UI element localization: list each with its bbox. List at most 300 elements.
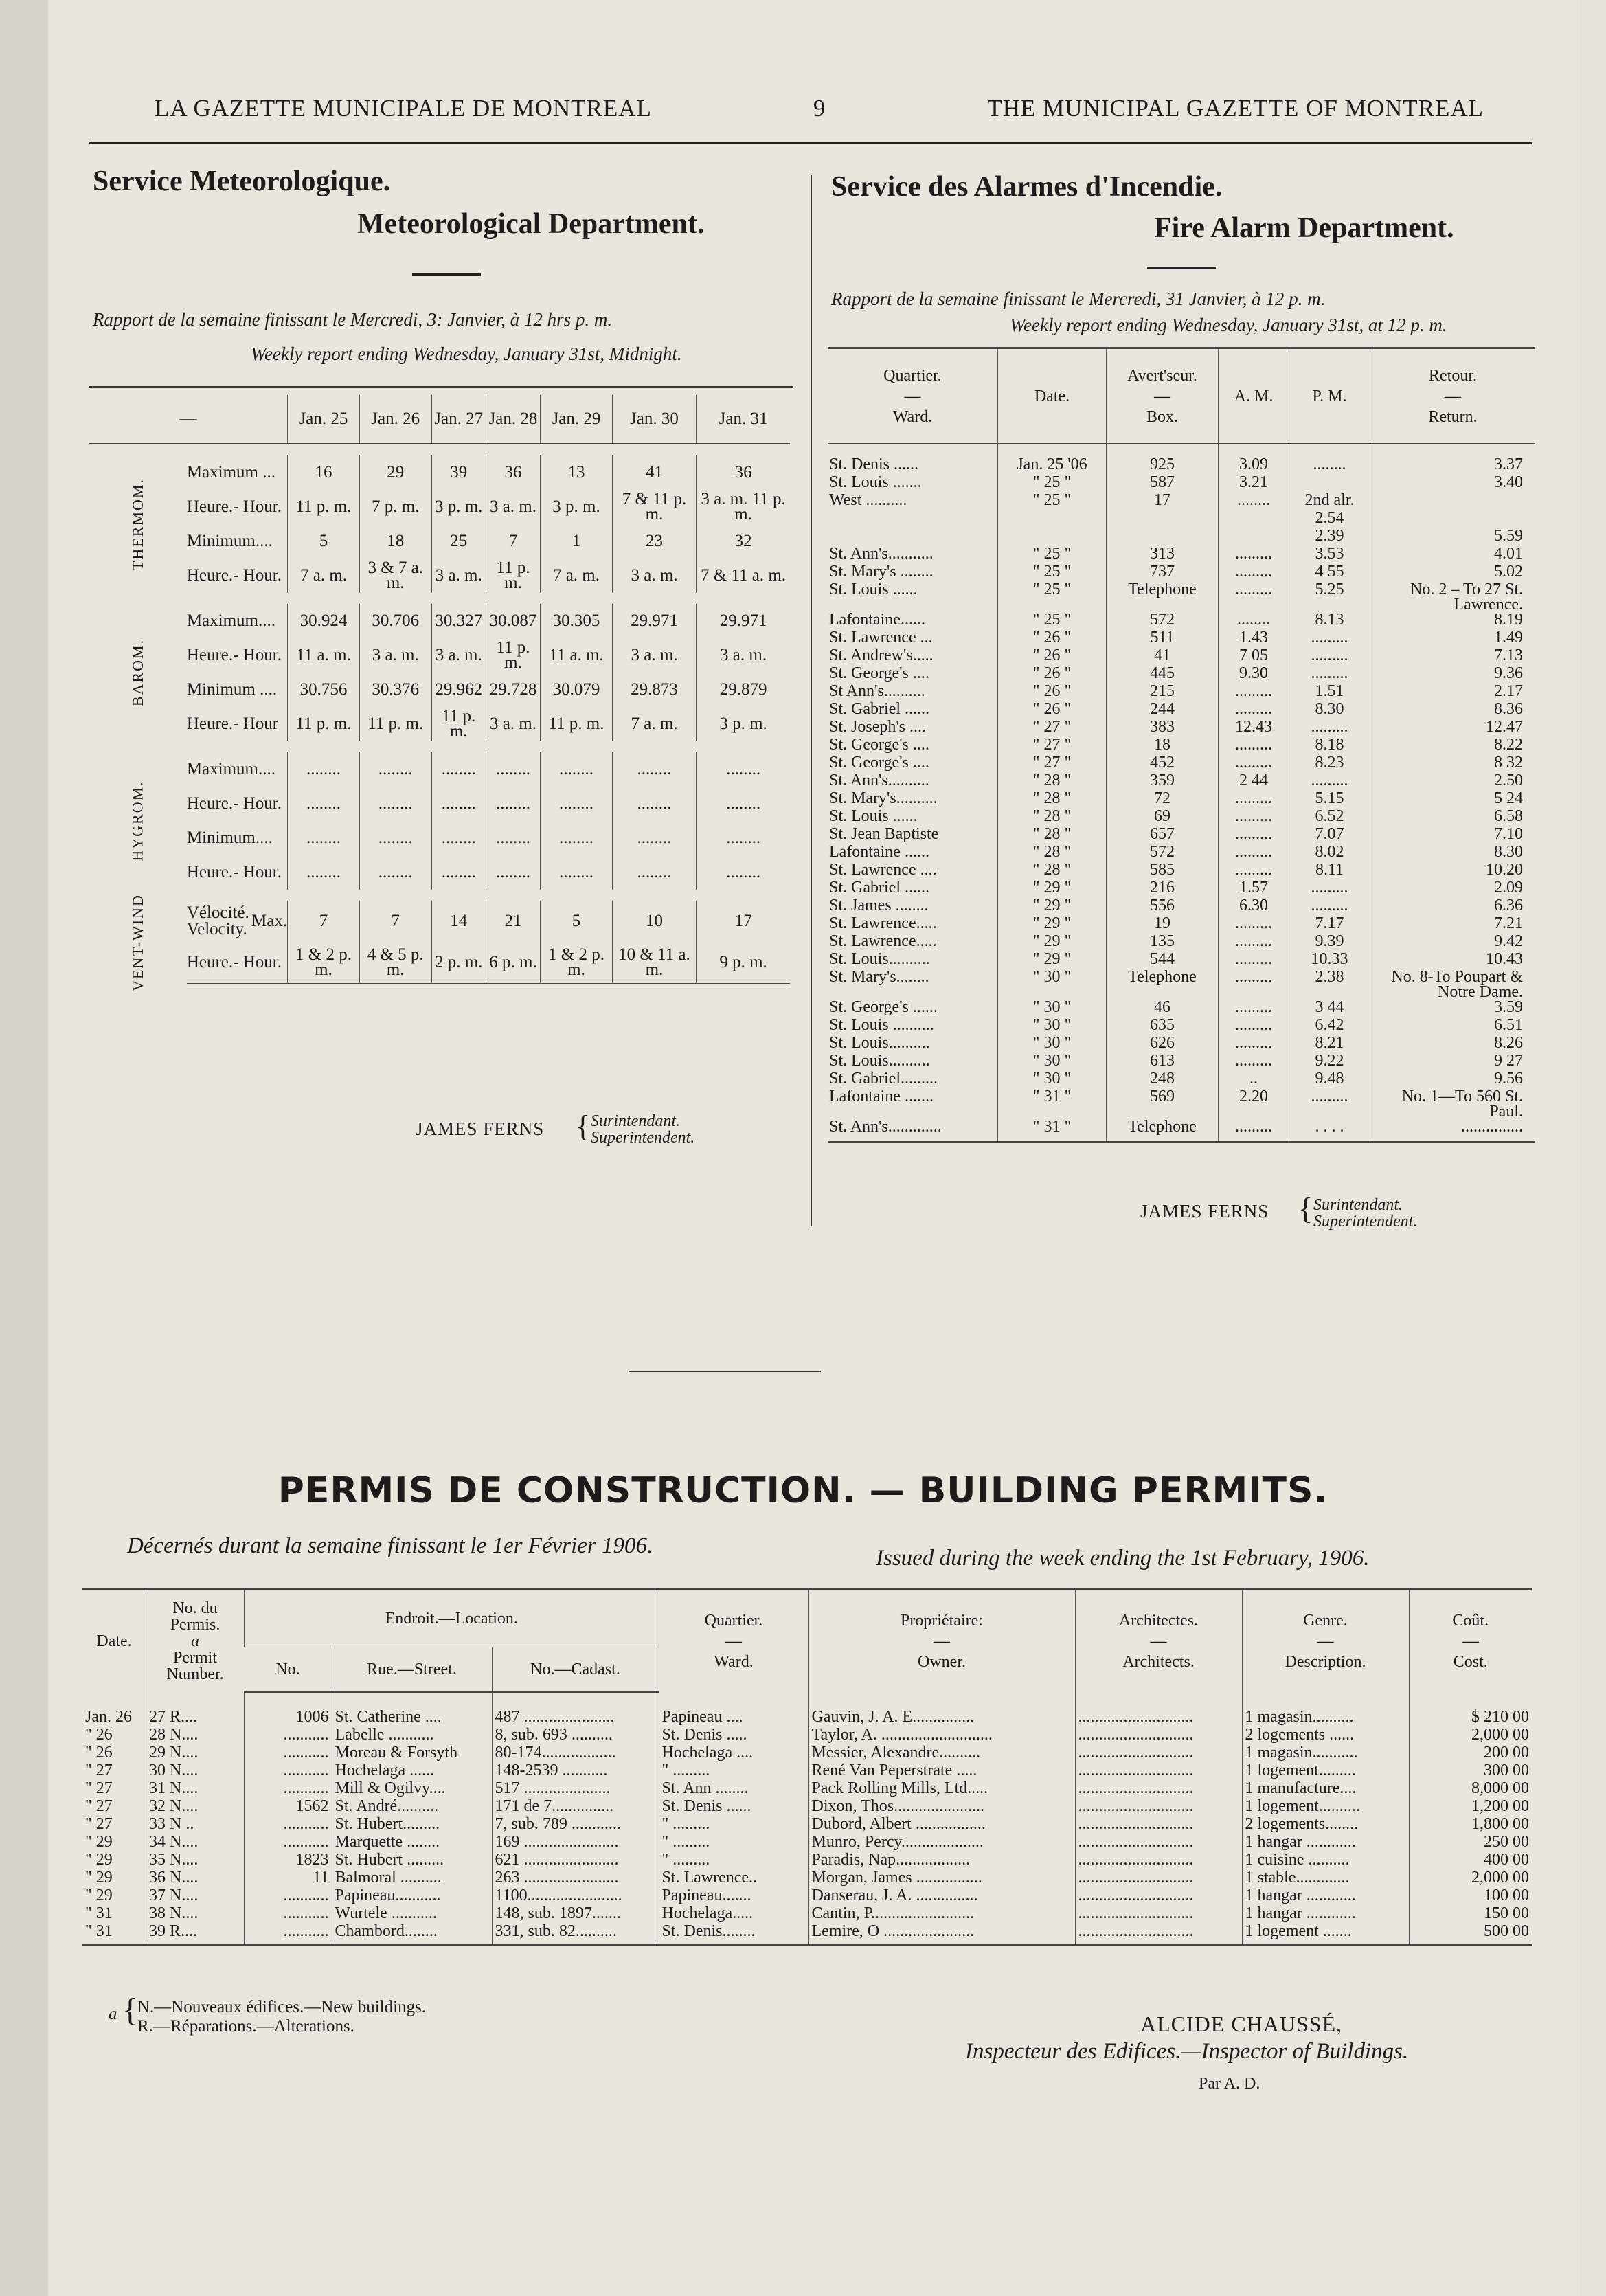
fire-cell-am: ........ (1219, 493, 1289, 510)
fire-cell-pm: 7.17 (1289, 916, 1370, 934)
cell: 7 (359, 901, 431, 942)
permit-cell-cost: 500 00 (1409, 1922, 1532, 1945)
meteo-report-en: Weekly report ending Wednesday, January 31st, Midnight. (251, 344, 682, 364)
permit-cell-cadast: 80-174.................. (492, 1744, 659, 1762)
fire-cell-ret: No. 1—To 560 St. Paul. (1370, 1089, 1536, 1119)
permit-cell-cost: 2,000 00 (1409, 1726, 1532, 1744)
fire-cell-pm: ........ (1289, 444, 1370, 475)
fire-row (828, 969, 1535, 1000)
permit-cell-date: " 26 (85, 1726, 113, 1744)
permit-cell-cost: 300 00 (1409, 1762, 1532, 1779)
cell: 3 p. m. (431, 490, 486, 524)
fire-header-row (828, 348, 1535, 444)
fire-row (828, 528, 1535, 546)
col-no: No. (245, 1647, 332, 1693)
cell: 1 & 2 p. m. (541, 942, 613, 984)
meteo-signer: JAMES FERNS (416, 1118, 545, 1139)
meteo-date: Jan. 28 (486, 395, 540, 444)
col-street: Rue.—Street. (332, 1647, 492, 1693)
permit-cell-date: " 27 (85, 1762, 113, 1779)
col-description: Genre. — Description. (1242, 1590, 1409, 1693)
fire-cell-ret: 9.36 (1370, 666, 1536, 684)
fire-row (828, 1071, 1535, 1089)
permit-cell-street: Balmoral .......... (332, 1869, 492, 1887)
permits-title: PERMIS DE CONSTRUCTION. — BUILDING PERMITS. (278, 1470, 1328, 1511)
fire-cell-pm: 8.11 (1289, 862, 1370, 880)
col-return: Retour. — Return. (1370, 348, 1536, 444)
fire-cell-date: " 26 " (998, 630, 1107, 648)
therm-min-hour-row (89, 559, 790, 593)
fire-row (828, 719, 1535, 737)
therm-min-row (89, 524, 790, 559)
page-number: 9 (813, 95, 826, 122)
cell: 25 (431, 524, 486, 559)
fire-cell-pm: ......... (1289, 880, 1370, 898)
fire-row (828, 510, 1535, 528)
col-pm: P. M. (1289, 348, 1370, 444)
fire-cell-ret: ............... (1370, 1119, 1536, 1142)
fire-cell-date: " 28 " (998, 809, 1107, 826)
cell: 3 a. m. (486, 490, 540, 524)
permits-signer-title: Inspecteur des Edifices.—Inspector of Buildings. (965, 2039, 1409, 2064)
permit-cell-cost: 250 00 (1409, 1833, 1532, 1851)
fire-cell-pm: 2nd alr. (1289, 493, 1370, 510)
fire-cell-box: 216 (1107, 880, 1219, 898)
permit-cell-arch: ............................ (1075, 1904, 1242, 1922)
fire-cell-am: ......... (1219, 969, 1289, 1000)
cell: ........ (431, 752, 486, 787)
permit-cell-cost: 1,200 00 (1409, 1797, 1532, 1815)
footnote-a: a (109, 2005, 117, 2023)
permit-cell-arch: ............................ (1075, 1744, 1242, 1762)
fire-cell-ward: St. Ann's........... (829, 545, 934, 563)
fire-cell-ret: 10.43 (1370, 952, 1536, 969)
cell: 29.971 (697, 604, 790, 638)
cell: 11 p. m. (486, 638, 540, 673)
fire-cell-box: 613 (1107, 1053, 1219, 1071)
col-ward: Quartier. — Ward. (828, 348, 998, 444)
fire-cell-ward: St. Lawrence..... (829, 932, 937, 950)
permit-cell-desc: 1 logement.......... (1242, 1797, 1409, 1815)
section-separator (629, 1371, 821, 1372)
fire-title-en: Fire Alarm Department. (1154, 212, 1454, 244)
fire-cell-date: " 28 " (998, 844, 1107, 862)
permit-cell-ward: St. Denis ...... (659, 1797, 808, 1815)
permit-cell-owner: Taylor, A. ........................... (808, 1726, 1075, 1744)
fire-report-en: Weekly report ending Wednesday, January 31st, at 12 p. m. (1010, 315, 1447, 335)
permit-row (82, 1869, 1532, 1887)
permit-cell-ward: St. Denis ..... (659, 1726, 808, 1744)
permits-table (82, 1588, 1532, 1946)
fire-cell-ret: 10.20 (1370, 862, 1536, 880)
fire-cell-am: ......... (1219, 701, 1289, 719)
fire-cell-ward (828, 510, 998, 528)
cell: 3 & 7 a. m. (359, 559, 431, 593)
fire-cell-ret: 8.19 (1370, 612, 1536, 630)
fire-cell-pm: 7.07 (1289, 826, 1370, 844)
permit-cell-street: Papineau........... (332, 1887, 492, 1904)
fire-cell-date: " 30 " (998, 1000, 1107, 1017)
fire-cell-box (1107, 528, 1219, 546)
fire-row (828, 916, 1535, 934)
fire-row (828, 475, 1535, 493)
fire-cell-box: 135 (1107, 934, 1219, 952)
permit-cell-permit: 31 N.... (146, 1779, 245, 1797)
fire-row (828, 612, 1535, 630)
header-right: THE MUNICIPAL GAZETTE OF MONTREAL (987, 95, 1484, 122)
cell: 7 a. m. (612, 707, 696, 741)
permit-cell-desc: 1 magasin........... (1242, 1744, 1409, 1762)
fire-cell-pm: 9.22 (1289, 1053, 1370, 1071)
permit-cell-owner: Dixon, Thos...................... (808, 1797, 1075, 1815)
fire-row (828, 630, 1535, 648)
fire-cell-ret: 7.21 (1370, 916, 1536, 934)
fire-row (828, 826, 1535, 844)
permit-cell-cadast: 8, sub. 693 .......... (492, 1726, 659, 1744)
fire-cell-ward: St. Joseph's .... (829, 718, 927, 736)
permit-cell-cadast: 1100....................... (492, 1887, 659, 1904)
running-header (155, 95, 1484, 122)
meteo-title-en: Meteorological Department. (357, 208, 705, 240)
fire-cell-box: 19 (1107, 916, 1219, 934)
fire-cell-ward: Lafontaine...... (829, 611, 925, 629)
cell: 3 a. m. (431, 638, 486, 673)
permit-cell-owner: René Van Peperstrate ..... (808, 1762, 1075, 1779)
fire-cell-box: Telephone (1107, 969, 1219, 1000)
fire-cell-ward: St. Ann's.......... (829, 772, 929, 789)
permit-cell-ward: Hochelaga..... (659, 1904, 808, 1922)
cell: 13 (541, 455, 613, 490)
permit-row (82, 1726, 1532, 1744)
fire-cell-box: 511 (1107, 630, 1219, 648)
permit-cell-cost: 100 00 (1409, 1887, 1532, 1904)
fire-cell-date: " 25 " (998, 493, 1107, 510)
fire-cell-date: " 31 " (998, 1089, 1107, 1119)
fire-cell-am: ......... (1219, 564, 1289, 582)
column-divider (811, 175, 812, 1226)
permit-cell-no: 1562 (245, 1797, 332, 1815)
cell: 11 p. m. (288, 490, 360, 524)
permit-cell-cadast: 331, sub. 82.......... (492, 1922, 659, 1945)
fire-cell-box: 572 (1107, 612, 1219, 630)
fire-cell-ret: 6.58 (1370, 809, 1536, 826)
header-left: LA GAZETTE MUNICIPALE DE MONTREAL (155, 95, 652, 122)
row-label: Heure.- Hour. (186, 863, 282, 881)
permit-cell-street: Marquette ........ (332, 1833, 492, 1851)
cell: ........ (431, 787, 486, 821)
permit-cell-date: " 31 (85, 1904, 113, 1922)
fire-cell-pm: ......... (1289, 719, 1370, 737)
fire-cell-date: " 25 " (998, 612, 1107, 630)
permits-sub-en: Issued during the week ending the 1st February, 1906. (876, 1546, 1370, 1571)
fire-cell-ret: 5 24 (1370, 791, 1536, 809)
permit-cell-desc: 1 hangar ............ (1242, 1887, 1409, 1904)
fire-cell-box: 18 (1107, 737, 1219, 755)
fire-row (828, 934, 1535, 952)
permit-cell-date: " 27 (85, 1779, 113, 1797)
permit-cell-no: ........... (245, 1833, 332, 1851)
permit-cell-cadast: 517 ..................... (492, 1779, 659, 1797)
hyg-hour2-row (89, 855, 790, 890)
fire-cell-ward: St. George's .... (829, 754, 929, 772)
permit-cell-desc: 1 logement......... (1242, 1762, 1409, 1779)
cell: 3 a. m. (697, 638, 790, 673)
cell: 4 & 5 p. m. (359, 942, 431, 984)
fire-cell-pm: 2.54 (1289, 510, 1370, 528)
permit-cell-owner: Munro, Percy.................... (808, 1833, 1075, 1851)
permit-cell-owner: Danserau, J. A. ............... (808, 1887, 1075, 1904)
permit-row (82, 1744, 1532, 1762)
fire-cell-box: Telephone (1107, 582, 1219, 612)
cell: 7 a. m. (288, 559, 360, 593)
cell: ........ (359, 752, 431, 787)
group-barom: BAROM. (128, 638, 146, 707)
cell: ........ (288, 855, 360, 890)
permit-cell-permit: 39 R.... (146, 1922, 245, 1945)
permit-cell-street: Labelle ........... (332, 1726, 492, 1744)
cell: 30.079 (541, 673, 613, 707)
fire-row (828, 493, 1535, 510)
meteo-date: Jan. 31 (697, 395, 790, 444)
permits-signer: ALCIDE CHAUSSÉ, (1140, 2012, 1343, 2036)
permit-cell-date: " 27 (85, 1815, 113, 1833)
fire-cell-ret: No. 2 – To 27 St. Lawrence. (1370, 582, 1536, 612)
row-label: Maximum.... (186, 611, 275, 630)
permit-cell-arch: ............................ (1075, 1762, 1242, 1779)
fire-cell-ward: St. Gabriel......... (829, 1070, 938, 1088)
meteo-report-fr: Rapport de la semaine finissant le Mercredi, 3: Janvier, à 12 hrs p. m. (93, 309, 613, 330)
fire-cell-ward (828, 528, 998, 546)
permit-cell-arch: ............................ (1075, 1797, 1242, 1815)
fire-cell-am: ......... (1219, 684, 1289, 701)
fire-row (828, 1053, 1535, 1071)
permit-cell-street: St. André.......... (332, 1797, 492, 1815)
permit-cell-arch: ............................ (1075, 1869, 1242, 1887)
permit-cell-owner: Pack Rolling Mills, Ltd..... (808, 1779, 1075, 1797)
permit-cell-permit: 35 N.... (146, 1851, 245, 1869)
fire-cell-box: 556 (1107, 898, 1219, 916)
permit-cell-ward: " ......... (659, 1762, 808, 1779)
fire-cell-ward: St. Gabriel ...... (829, 700, 929, 718)
permit-cell-owner: Dubord, Albert ................. (808, 1815, 1075, 1833)
cell: 6 p. m. (486, 942, 540, 984)
permits-signer-par: Par A. D. (1199, 2075, 1260, 2093)
permit-cell-no: ........... (245, 1904, 332, 1922)
fire-cell-am: 1.57 (1219, 880, 1289, 898)
fire-cell-box: 657 (1107, 826, 1219, 844)
cell: 7 p. m. (359, 490, 431, 524)
cell: 36 (697, 455, 790, 490)
fire-cell-ret: 6.36 (1370, 898, 1536, 916)
fire-row (828, 862, 1535, 880)
fire-cell-ward: St. Mary's ........ (829, 563, 934, 581)
permit-cell-street: St. Catherine .... (332, 1692, 492, 1726)
permit-cell-cost: 150 00 (1409, 1904, 1532, 1922)
cell: 30.087 (486, 604, 540, 638)
col-ward: Quartier. — Ward. (659, 1590, 808, 1693)
cell: 2 p. m. (431, 942, 486, 984)
fire-cell-pm: ......... (1289, 648, 1370, 666)
fire-cell-am: ......... (1219, 952, 1289, 969)
fire-cell-ret: 1.49 (1370, 630, 1536, 648)
hyg-min-row (89, 821, 790, 855)
fire-cell-ward: West .......... (829, 491, 907, 509)
fire-cell-ward: St. Jean Baptiste (829, 825, 939, 843)
permit-cell-arch: ............................ (1075, 1833, 1242, 1851)
fire-cell-am: ......... (1219, 582, 1289, 612)
fire-cell-date: " 26 " (998, 684, 1107, 701)
permit-cell-no: ........... (245, 1922, 332, 1945)
permit-cell-date: " 29 (85, 1887, 113, 1904)
fire-row (828, 809, 1535, 826)
cell: 36 (486, 455, 540, 490)
footnotes: N.—Nouveaux édifices.—New buildings. R.—Réparations.—Alterations. (137, 1998, 427, 2036)
fire-cell-am: ......... (1219, 1035, 1289, 1053)
fire-cell-am: ......... (1219, 809, 1289, 826)
permit-cell-date: " 31 (82, 1922, 146, 1945)
fire-cell-am: 1.43 (1219, 630, 1289, 648)
meteo-title-fr: Service Meteorologique. (93, 166, 391, 197)
cell: 5 (288, 524, 360, 559)
cell: 10 (612, 901, 696, 942)
cell: ........ (697, 787, 790, 821)
cell: 30.376 (359, 673, 431, 707)
fire-cell-ret: 2.50 (1370, 773, 1536, 791)
meteo-date: Jan. 26 (359, 395, 431, 444)
fire-cell-am: ......... (1219, 1119, 1289, 1142)
fire-cell-box: Telephone (1107, 1119, 1219, 1142)
fire-cell-am: 12.43 (1219, 719, 1289, 737)
meteo-top-rule (89, 386, 793, 391)
fire-cell-ward: St. Lawrence ... (829, 629, 933, 646)
fire-cell-ret: 9.42 (1370, 934, 1536, 952)
permit-cell-cost: $ 210 00 (1409, 1692, 1532, 1726)
fire-cell-am: ......... (1219, 934, 1289, 952)
brace-glyph: { (576, 1110, 591, 1143)
cell: ........ (431, 821, 486, 855)
fire-cell-am: ......... (1219, 791, 1289, 809)
cell: 9 p. m. (697, 942, 790, 984)
fire-cell-ward: St. Louis.......... (829, 1034, 930, 1052)
meteo-date: Jan. 25 (288, 395, 360, 444)
cell: ........ (697, 752, 790, 787)
permit-cell-cost: 1,800 00 (1409, 1815, 1532, 1833)
fire-row (828, 582, 1535, 612)
permit-cell-date: Jan. 26 (85, 1707, 132, 1726)
fire-cell-ret: 6.51 (1370, 1017, 1536, 1035)
fire-cell-date: " 26 " (998, 666, 1107, 684)
cell: 41 (612, 455, 696, 490)
permit-cell-no: ........... (245, 1779, 332, 1797)
fire-cell-am: ......... (1219, 1000, 1289, 1017)
permit-cell-date: " 27 (85, 1797, 113, 1815)
fire-cell-ret (1370, 493, 1536, 510)
fire-cell-pm (1289, 475, 1370, 493)
cell: 1 & 2 p. m. (288, 942, 360, 984)
fire-cell-pm: ......... (1289, 773, 1370, 791)
permit-cell-no: ........... (245, 1887, 332, 1904)
row-label: Heure.- Hour. (186, 794, 282, 813)
permit-cell-date: " 29 (85, 1869, 113, 1887)
fire-cell-date: " 25 " (998, 564, 1107, 582)
fire-cell-ret: 2.17 (1370, 684, 1536, 701)
fire-cell-date: " 27 " (998, 719, 1107, 737)
fire-cell-ward: St. Louis .......... (829, 1016, 934, 1034)
cell: 3 a. m. 11 p. m. (697, 490, 790, 524)
fire-cell-ret: 7.13 (1370, 648, 1536, 666)
cell: 30.706 (359, 604, 431, 638)
fire-cell-date: " 29 " (998, 898, 1107, 916)
cell: ........ (612, 855, 696, 890)
row-label: Minimum.... (186, 532, 273, 550)
fire-cell-box: 72 (1107, 791, 1219, 809)
fire-row (828, 1000, 1535, 1017)
cell: 1 (541, 524, 613, 559)
meteo-table (89, 395, 790, 991)
fire-cell-ward: Lafontaine ....... (829, 1088, 934, 1105)
col-am: A. M. (1219, 348, 1289, 444)
fire-cell-box: 383 (1107, 719, 1219, 737)
fire-cell-am (1219, 510, 1289, 528)
fire-cell-date: Jan. 25 '06 (998, 444, 1107, 475)
cell: 29 (359, 455, 431, 490)
fire-cell-box: 587 (1107, 475, 1219, 493)
fire-cell-ret: 3.37 (1370, 444, 1536, 475)
cell: 3 p. m. (697, 707, 790, 741)
permit-row (82, 1904, 1532, 1922)
cell: 11 a. m. (288, 638, 360, 673)
fire-row (828, 755, 1535, 773)
fire-cell-pm: ......... (1289, 1089, 1370, 1119)
fire-cell-am: ......... (1219, 737, 1289, 755)
fire-cell-ward: St. James ........ (829, 897, 929, 914)
fire-cell-pm: ......... (1289, 630, 1370, 648)
fire-cell-ward: St. George's .... (829, 736, 929, 754)
fire-cell-ward: St. Mary's........ (829, 968, 929, 986)
cell: ........ (541, 821, 613, 855)
fire-row (828, 773, 1535, 791)
permit-cell-desc: 2 logements........ (1242, 1815, 1409, 1833)
fire-cell-ward: St. George's .... (829, 664, 929, 682)
cell: 11 p. m. (359, 707, 431, 741)
cell: ........ (612, 787, 696, 821)
fire-cell-ret: 8 32 (1370, 755, 1536, 773)
fire-cell-ward: St. Louis.......... (829, 1052, 930, 1070)
cell: 10 & 11 a. m. (612, 942, 696, 984)
fire-row (828, 684, 1535, 701)
cell: 7 a. m. (541, 559, 613, 593)
permit-cell-permit: 27 R.... (146, 1692, 245, 1726)
cell: 11 p. m. (541, 707, 613, 741)
fire-cell-date (998, 528, 1107, 546)
permit-cell-owner: Gauvin, J. A. E............... (808, 1692, 1075, 1726)
fire-cell-ret: 2.09 (1370, 880, 1536, 898)
row-label: Heure.- Hour. (187, 942, 288, 984)
permit-cell-arch: ............................ (1075, 1779, 1242, 1797)
permit-cell-permit: 30 N.... (146, 1762, 245, 1779)
permit-cell-permit: 33 N .. (146, 1815, 245, 1833)
cell: 11 p. m. (486, 559, 540, 593)
cell: 30.305 (541, 604, 613, 638)
permit-cell-ward: St. Denis........ (659, 1922, 808, 1945)
fire-cell-ret: 8.30 (1370, 844, 1536, 862)
fire-table (828, 347, 1535, 1143)
fire-cell-am: 7 05 (1219, 648, 1289, 666)
fire-cell-ret (1370, 510, 1536, 528)
fire-cell-ward: St Ann's.......... (829, 682, 925, 700)
cell: ........ (288, 821, 360, 855)
baro-min-hour-row (89, 707, 790, 741)
